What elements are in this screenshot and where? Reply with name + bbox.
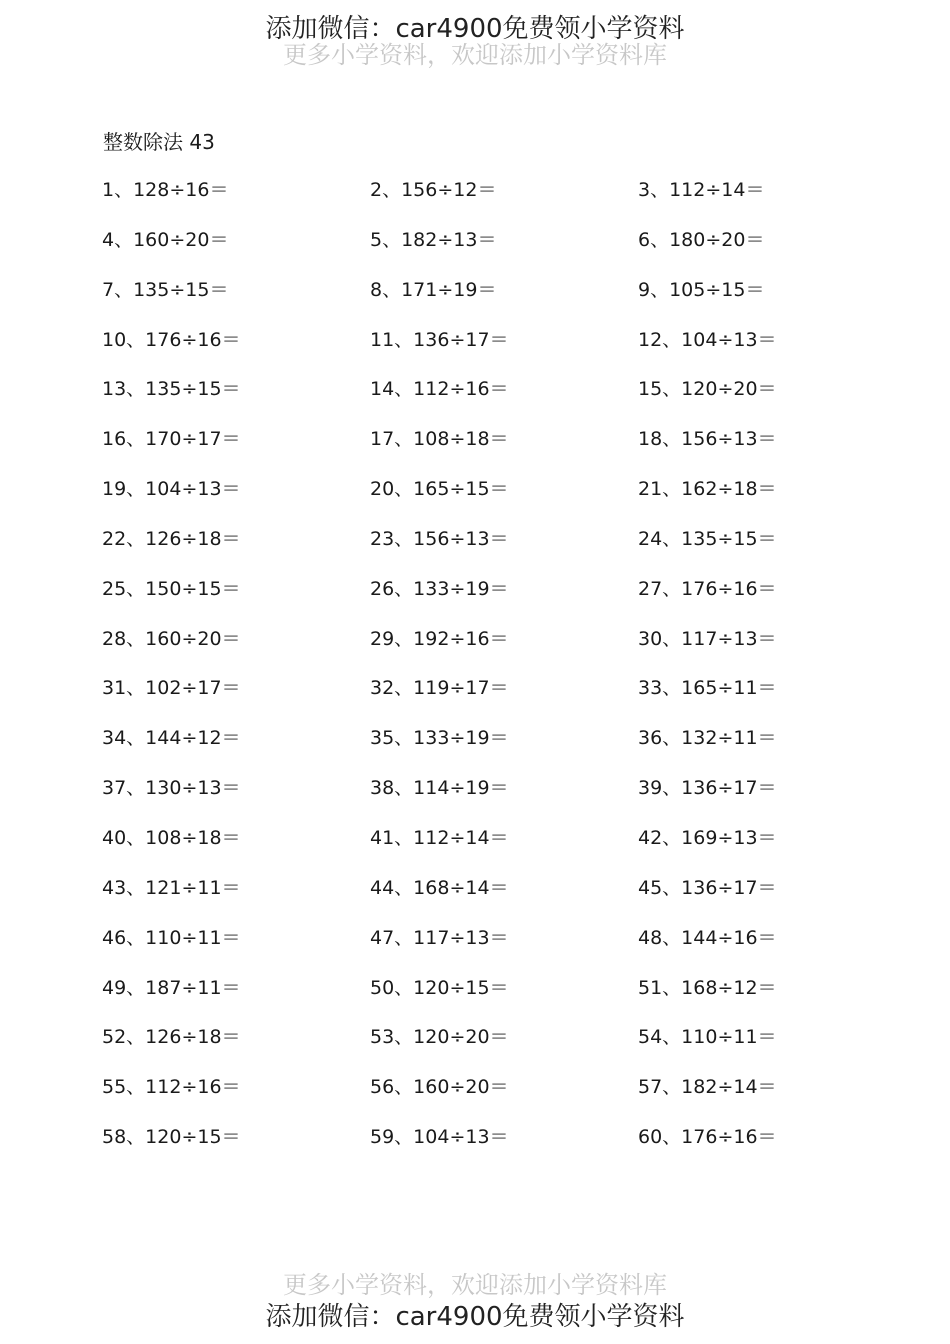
problem-item: 43、121÷11＝ bbox=[102, 876, 241, 899]
problem-item: 57、182÷14＝ bbox=[638, 1076, 777, 1099]
problem-item: 46、110÷11＝ bbox=[102, 926, 241, 949]
problem-item: 7、135÷15＝ bbox=[102, 278, 229, 301]
problem-item: 52、126÷18＝ bbox=[102, 1026, 241, 1049]
problem-item: 4、160÷20＝ bbox=[102, 228, 229, 251]
problem-item: 51、168÷12＝ bbox=[638, 976, 777, 999]
problem-item: 25、150÷15＝ bbox=[102, 577, 241, 600]
problem-item: 17、108÷18＝ bbox=[370, 428, 509, 451]
problem-item: 38、114÷19＝ bbox=[370, 777, 509, 800]
problem-item: 59、104÷13＝ bbox=[370, 1126, 509, 1149]
problem-item: 37、130÷13＝ bbox=[102, 777, 241, 800]
problem-item: 9、105÷15＝ bbox=[638, 278, 765, 301]
problem-item: 42、169÷13＝ bbox=[638, 826, 777, 849]
header-ghost-text: 更多小学资料，欢迎添加小学资料库 bbox=[283, 41, 667, 69]
problem-item: 5、182÷13＝ bbox=[370, 228, 497, 251]
problem-item: 29、192÷16＝ bbox=[370, 627, 509, 650]
problem-item: 55、112÷16＝ bbox=[102, 1076, 241, 1099]
problem-grid bbox=[102, 176, 902, 1173]
problem-item: 27、176÷16＝ bbox=[638, 577, 777, 600]
problem-item: 10、176÷16＝ bbox=[102, 328, 241, 351]
problem-item: 45、136÷17＝ bbox=[638, 876, 777, 899]
problem-item: 47、117÷13＝ bbox=[370, 926, 509, 949]
problem-item: 30、117÷13＝ bbox=[638, 627, 777, 650]
problem-item: 54、110÷11＝ bbox=[638, 1026, 777, 1049]
problem-item: 21、162÷18＝ bbox=[638, 478, 777, 501]
problem-item: 50、120÷15＝ bbox=[370, 976, 509, 999]
problem-item: 1、128÷16＝ bbox=[102, 179, 229, 201]
problem-item: 22、126÷18＝ bbox=[102, 527, 241, 550]
problem-item: 44、168÷14＝ bbox=[370, 876, 509, 899]
problem-item: 24、135÷15＝ bbox=[638, 527, 777, 550]
problem-item: 41、112÷14＝ bbox=[370, 826, 509, 849]
problem-item: 56、160÷20＝ bbox=[370, 1076, 509, 1099]
problem-item: 6、180÷20＝ bbox=[638, 228, 765, 251]
problem-item: 31、102÷17＝ bbox=[102, 677, 241, 700]
problem-item: 34、144÷12＝ bbox=[102, 727, 241, 750]
problem-item: 48、144÷16＝ bbox=[638, 926, 777, 949]
problem-item: 35、133÷19＝ bbox=[370, 727, 509, 750]
problem-item: 11、136÷17＝ bbox=[370, 328, 509, 351]
problem-item: 2、156÷12＝ bbox=[370, 179, 497, 201]
problem-item: 26、133÷19＝ bbox=[370, 577, 509, 600]
footer-watermark: 添加微信：car4900免费领小学资料 bbox=[265, 1302, 685, 1332]
problem-item: 14、112÷16＝ bbox=[370, 378, 509, 401]
problem-item: 18、156÷13＝ bbox=[638, 428, 777, 451]
problem-item: 60、176÷16＝ bbox=[638, 1126, 777, 1149]
problem-item: 33、165÷11＝ bbox=[638, 677, 777, 700]
problem-item: 13、135÷15＝ bbox=[102, 378, 241, 401]
problem-item: 32、119÷17＝ bbox=[370, 677, 509, 700]
worksheet-title: 整数除法 43 bbox=[103, 130, 215, 154]
problem-item: 8、171÷19＝ bbox=[370, 278, 497, 301]
problem-item: 19、104÷13＝ bbox=[102, 478, 241, 501]
header-watermark: 添加微信：car4900免费领小学资料 bbox=[265, 14, 685, 44]
problem-item: 16、170÷17＝ bbox=[102, 428, 241, 451]
problem-item: 15、120÷20＝ bbox=[638, 378, 777, 401]
problem-item: 20、165÷15＝ bbox=[370, 478, 509, 501]
problem-item: 53、120÷20＝ bbox=[370, 1026, 509, 1049]
problem-item: 40、108÷18＝ bbox=[102, 826, 241, 849]
problem-item: 28、160÷20＝ bbox=[102, 627, 241, 650]
problem-item: 36、132÷11＝ bbox=[638, 727, 777, 750]
problem-item: 23、156÷13＝ bbox=[370, 527, 509, 550]
problem-item: 12、104÷13＝ bbox=[638, 328, 777, 351]
problem-item: 58、120÷15＝ bbox=[102, 1126, 241, 1149]
problem-item: 39、136÷17＝ bbox=[638, 777, 777, 800]
footer-ghost-text: 更多小学资料，欢迎添加小学资料库 bbox=[283, 1271, 667, 1299]
problem-item: 3、112÷14＝ bbox=[638, 179, 765, 201]
problem-item: 49、187÷11＝ bbox=[102, 976, 241, 999]
